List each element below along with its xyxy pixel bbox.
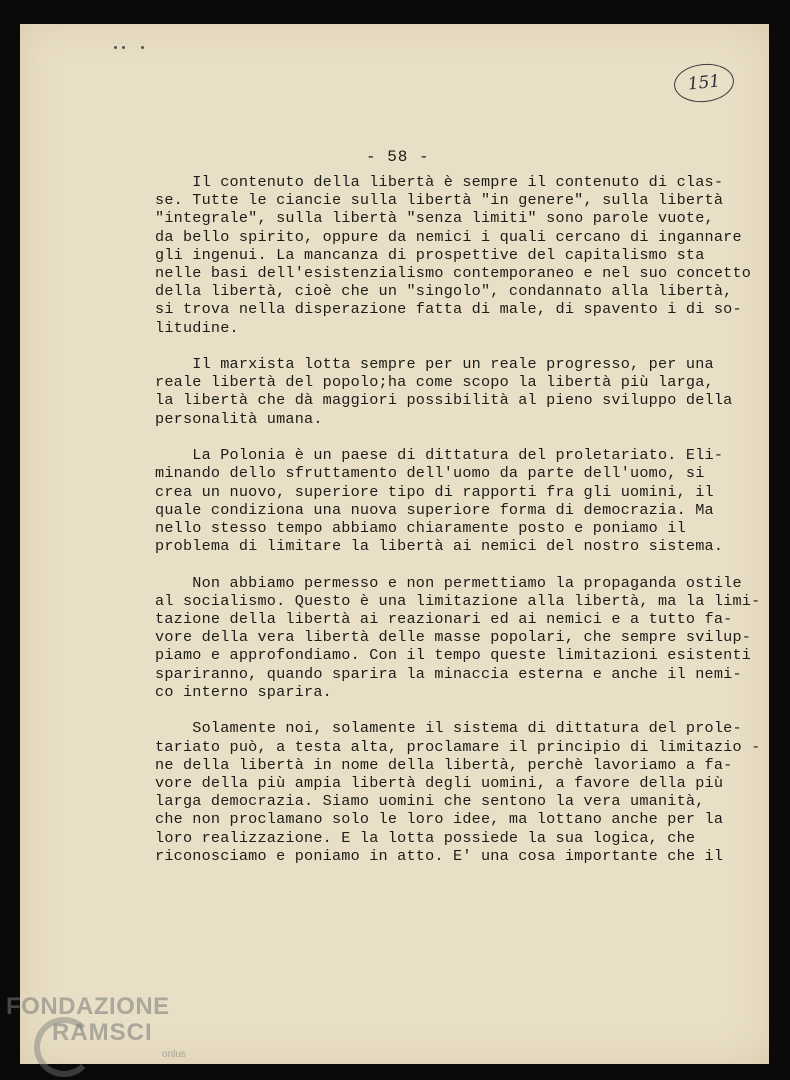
text-line: si trova nella disperazione fatta di male, di spavento i di so- — [155, 300, 742, 319]
text-line: nello stesso tempo abbiamo chiaramente posto e poniamo il — [155, 518, 686, 537]
text-line: co interno sparira. — [155, 682, 332, 701]
text-line: gli ingenui. La mancanza di prospettive del capitalismo sta — [155, 245, 705, 264]
text-line: "integrale", sulla libertà "senza limiti" sono parole vuote, — [155, 209, 714, 228]
text-line: da bello spirito, oppure da nemici i quali cercano di ingannare — [155, 227, 742, 246]
watermark-subtitle: RAMSCI — [52, 1019, 153, 1046]
text-line: problema di limitare la libertà ai nemici del nostro sistema. — [155, 537, 724, 556]
watermark-suffix: onlus — [162, 1049, 186, 1060]
text-line: larga democrazia. Siamo uomini che sentono la vera umanità, — [155, 792, 705, 811]
text-line: della libertà, cioè che un "singolo", condannato alla libertà, — [155, 282, 733, 301]
text-line: loro realizzazione. E la lotta possiede la sua logica, che — [155, 828, 696, 847]
text-line: Non abbiamo permesso e non permettiamo la propaganda ostile — [155, 573, 742, 592]
page-number: - 58 - — [366, 148, 430, 166]
paragraph — [155, 446, 755, 555]
text-line: riconosciamo e poniamo in atto. E' una cosa importante che il — [155, 846, 724, 865]
document-body — [155, 173, 761, 883]
text-line: tazione della libertà ai reazionari ed ai nemici e a tutto fa- — [155, 610, 733, 629]
text-line: ne della libertà in nome della libertà, perchè lavoriamo a fa- — [155, 755, 733, 774]
text-line: litudine. — [155, 318, 239, 337]
text-line: crea un nuovo, superiore tipo di rapporti fra gli uomini, il — [155, 482, 714, 501]
text-line: tariato può, a testa alta, proclamare il principio di limitazio - — [155, 737, 761, 756]
paragraph — [155, 573, 761, 701]
text-line: nelle basi dell'esistenzialismo contemporaneo e nel suo concetto — [155, 263, 752, 282]
text-line: quale condiziona una nuova superiore forma di democrazia. Ma — [155, 500, 714, 519]
paper-speck — [141, 46, 144, 49]
paragraph — [155, 355, 755, 428]
text-line: piamo e approfondiamo. Con il tempo queste limitazioni esistenti — [155, 646, 752, 665]
text-line: Il contenuto della libertà è sempre il contenuto di clas- — [155, 173, 724, 191]
text-line: minando dello sfruttamento dell'uomo da parte dell'uomo, si — [155, 464, 705, 483]
text-line: Solamente noi, solamente il sistema di dittatura del prole- — [155, 719, 742, 738]
paper-speck — [122, 46, 125, 49]
text-line: Il marxista lotta sempre per un reale progresso, per una — [155, 355, 714, 374]
text-line: che non proclamano solo le loro idee, ma lottano anche per la — [155, 810, 724, 829]
text-line: al socialismo. Questo è una limitazione alla libertà, ma la limi- — [155, 591, 761, 610]
fondazione-gramsci-watermark — [4, 993, 214, 1075]
text-line: La Polonia è un paese di dittatura del proletariato. Eli- — [155, 446, 724, 465]
text-line: personalità umana. — [155, 409, 323, 428]
paragraph — [155, 719, 761, 865]
text-line: spariranno, quando sparira la minaccia esterna e anche il nemi- — [155, 664, 742, 683]
paper-speck — [114, 46, 117, 49]
watermark-title: FONDAZIONE — [6, 993, 170, 1020]
paragraph — [155, 173, 755, 337]
text-line: vore della più ampia libertà degli uomini, a favore della più — [155, 774, 724, 792]
text-line: la libertà che dà maggiori possibilità al pieno sviluppo della — [155, 391, 733, 410]
text-line: vore della vera libertà delle masse popolari, che sempre svilup- — [155, 628, 752, 647]
text-line: reale libertà del popolo;ha come scopo la libertà più larga, — [155, 373, 714, 392]
text-line: se. Tutte le ciancie sulla libertà "in genere", sulla libertà — [155, 191, 724, 210]
archive-page-stamp: 151 — [672, 61, 736, 105]
